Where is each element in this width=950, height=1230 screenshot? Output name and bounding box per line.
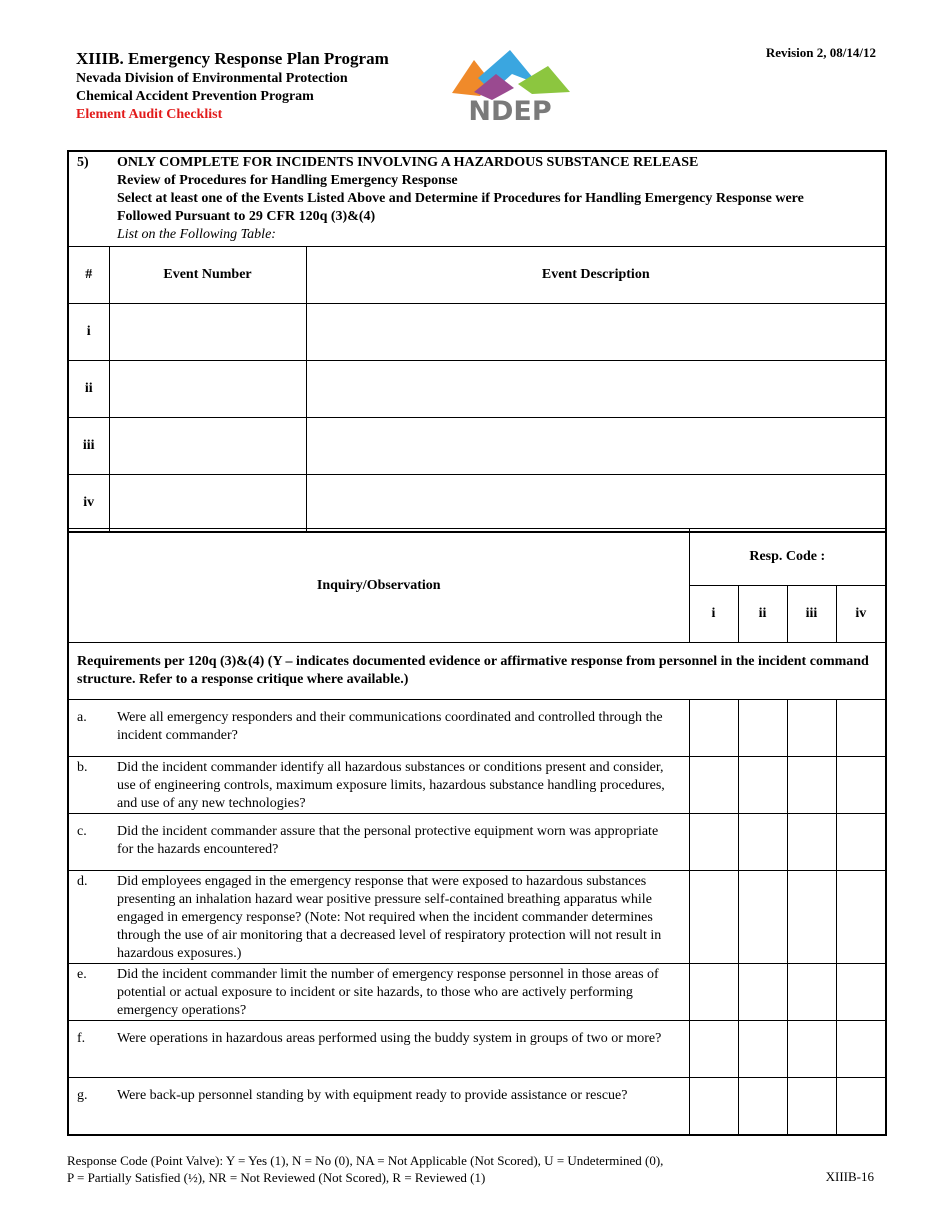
checklist-label: Element Audit Checklist <box>76 107 223 122</box>
col-header-number: # <box>68 247 109 304</box>
event-row-label: ii <box>68 361 109 418</box>
question-row <box>68 1021 886 1078</box>
col-header-event-description: Event Description <box>306 247 886 304</box>
resp-code-field[interactable] <box>836 757 886 814</box>
event-row <box>68 475 886 532</box>
resp-col-header: ii <box>738 586 787 643</box>
event-description-field[interactable] <box>306 361 886 418</box>
resp-code-field[interactable] <box>689 964 738 1021</box>
question-text: Did the incident commander assure that the personal protective equipment worn was appropriate for the hazards encountered? <box>117 824 659 857</box>
legend-line-1: Response Code (Point Valve): Y = Yes (1), N = No (0), NA = Not Applicable (Not Scored), U = Undetermined (0), <box>67 1153 664 1168</box>
event-row-label: iv <box>68 475 109 532</box>
resp-col-header: iii <box>787 586 836 643</box>
question-cell <box>68 700 689 757</box>
section-subheading: Review of Procedures for Handling Emergency Response <box>117 173 458 188</box>
section-instruction: Select at least one of the Events Listed Above and Determine if Procedures for Handling Emergency Response were Followed Pursuant to 29 CFR 120q (3)&(4) <box>117 191 804 224</box>
event-row <box>68 418 886 475</box>
question-letter: g. <box>77 1088 88 1103</box>
resp-code-field[interactable] <box>836 871 886 964</box>
requirements-note: Requirements per 120q (3)&(4) (Y – indicates documented evidence or affirmative response from personnel in the incident command structure. Refer to a response critique where available.) <box>68 643 886 700</box>
document-header <box>76 48 389 124</box>
resp-code-field[interactable] <box>689 700 738 757</box>
question-row <box>68 1078 886 1135</box>
resp-code-field[interactable] <box>787 1021 836 1078</box>
question-row <box>68 964 886 1021</box>
question-row <box>68 814 886 871</box>
event-row <box>68 361 886 418</box>
resp-code-field[interactable] <box>787 871 836 964</box>
question-cell <box>68 814 689 871</box>
event-description-field[interactable] <box>306 475 886 532</box>
ndep-logo <box>452 48 572 124</box>
resp-code-field[interactable] <box>738 1078 787 1135</box>
resp-code-field[interactable] <box>787 814 836 871</box>
question-letter: a. <box>77 710 87 725</box>
event-number-field[interactable] <box>109 475 306 532</box>
question-text: Were back-up personnel standing by with equipment ready to provide assistance or rescue? <box>117 1088 628 1103</box>
resp-code-field[interactable] <box>738 871 787 964</box>
question-letter: f. <box>77 1031 86 1046</box>
document-title: XIIIB. Emergency Response Plan Program <box>76 49 389 68</box>
event-row-label: iii <box>68 418 109 475</box>
question-cell <box>68 964 689 1021</box>
event-number-field[interactable] <box>109 418 306 475</box>
resp-col-header: i <box>689 586 738 643</box>
resp-code-field[interactable] <box>738 700 787 757</box>
event-number-field[interactable] <box>109 361 306 418</box>
question-text: Were operations in hazardous areas performed using the buddy system in groups of two or more? <box>117 1031 662 1046</box>
question-letter: d. <box>77 874 88 889</box>
event-description-field[interactable] <box>306 304 886 361</box>
inquiry-table <box>67 528 887 1136</box>
page-number: XIIIB-16 <box>825 1169 874 1184</box>
resp-code-field[interactable] <box>738 757 787 814</box>
section-intro <box>68 151 886 247</box>
resp-code-field[interactable] <box>787 1078 836 1135</box>
section-heading: ONLY COMPLETE FOR INCIDENTS INVOLVING A HAZARDOUS SUBSTANCE RELEASE <box>117 155 699 170</box>
event-number-field[interactable] <box>109 304 306 361</box>
question-text: Did employees engaged in the emergency response that were exposed to hazardous substances presenting an inhalation hazard wear positive pressure self-contained breathing apparatus while engaged in emergency response? (Note: Not required when the incident commander determines through the use of air monitoring that a decreased level of respiratory protection will not result in hazardous exposures.) <box>117 874 662 961</box>
agency-name: Nevada Division of Environmental Protection <box>76 71 348 86</box>
question-letter: e. <box>77 967 87 982</box>
inquiry-header: Inquiry/Observation <box>68 529 689 643</box>
question-row <box>68 700 886 757</box>
resp-code-field[interactable] <box>689 871 738 964</box>
resp-code-field[interactable] <box>738 964 787 1021</box>
col-header-event-number: Event Number <box>109 247 306 304</box>
program-name: Chemical Accident Prevention Program <box>76 89 314 104</box>
resp-code-field[interactable] <box>738 1021 787 1078</box>
resp-code-field[interactable] <box>689 814 738 871</box>
response-code-legend <box>67 1152 663 1186</box>
legend-line-2: P = Partially Satisfied (½), NR = Not Reviewed (Not Scored), R = Reviewed (1) <box>67 1170 486 1185</box>
section-list-note: List on the Following Table: <box>117 227 276 242</box>
resp-code-field[interactable] <box>836 964 886 1021</box>
event-row-label: i <box>68 304 109 361</box>
resp-code-field[interactable] <box>836 1021 886 1078</box>
resp-code-field[interactable] <box>787 700 836 757</box>
question-text: Were all emergency responders and their communications coordinated and controlled through the incident commander? <box>117 710 663 743</box>
resp-code-header: Resp. Code : <box>689 529 886 586</box>
resp-code-field[interactable] <box>738 814 787 871</box>
question-letter: c. <box>77 824 87 839</box>
question-row <box>68 871 886 964</box>
resp-col-header: iv <box>836 586 886 643</box>
resp-code-field[interactable] <box>836 1078 886 1135</box>
question-text: Did the incident commander limit the number of emergency response personnel in those areas of potential or actual exposure to incident or site hazards, to those who are actively performing emergency operations? <box>117 967 659 1018</box>
revision-label: Revision 2, 08/14/12 <box>765 45 876 60</box>
event-description-field[interactable] <box>306 418 886 475</box>
resp-code-field[interactable] <box>836 700 886 757</box>
question-cell <box>68 1078 689 1135</box>
question-row <box>68 757 886 814</box>
question-cell <box>68 1021 689 1078</box>
resp-code-field[interactable] <box>689 1078 738 1135</box>
resp-code-field[interactable] <box>836 814 886 871</box>
event-table <box>67 150 887 533</box>
resp-code-field[interactable] <box>787 757 836 814</box>
question-letter: b. <box>77 760 88 775</box>
question-text: Did the incident commander identify all hazardous substances or conditions present and consider, use of engineering controls, maximum exposure limits, hazardous substance handling procedures, and use of any new technologies? <box>117 760 665 811</box>
question-cell <box>68 757 689 814</box>
section-number: 5) <box>77 155 89 170</box>
question-cell <box>68 871 689 964</box>
resp-code-field[interactable] <box>689 757 738 814</box>
logo-text: NDEP <box>468 96 552 124</box>
event-row <box>68 304 886 361</box>
resp-code-field[interactable] <box>689 1021 738 1078</box>
resp-code-field[interactable] <box>787 964 836 1021</box>
